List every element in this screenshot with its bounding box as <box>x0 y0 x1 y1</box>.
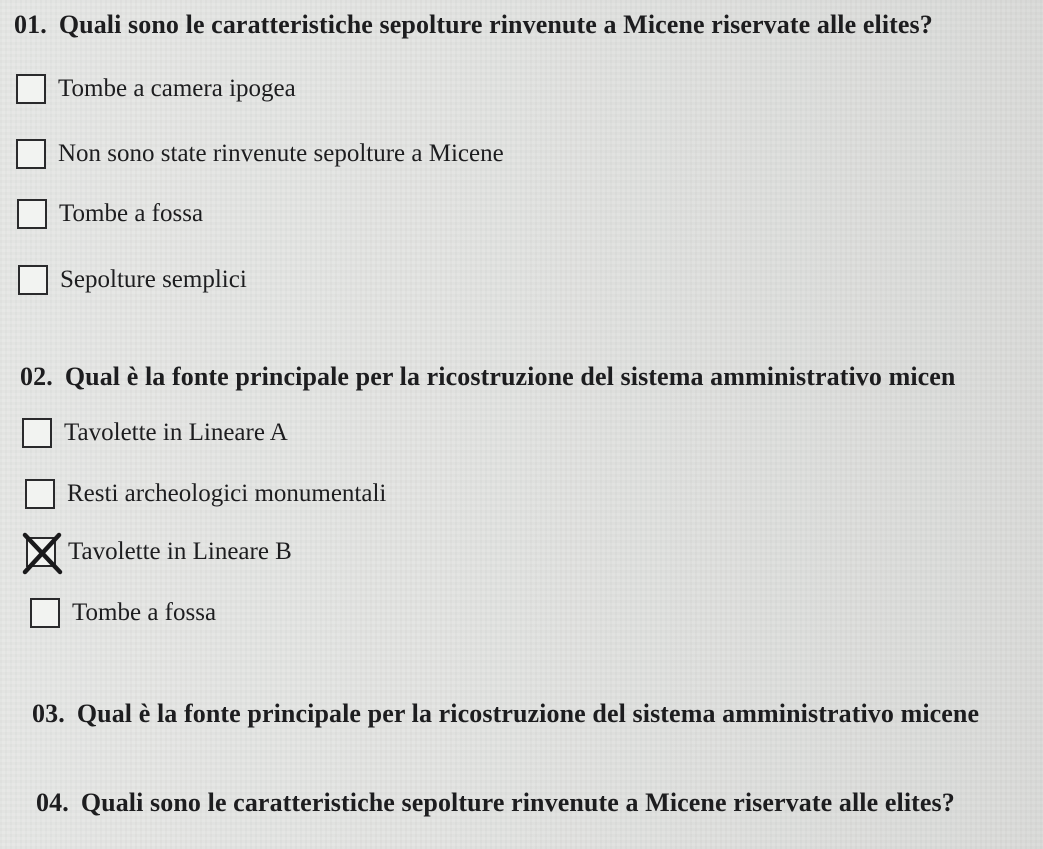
answer-label: Tombe a fossa <box>59 200 204 227</box>
question-number: 02. <box>20 362 53 391</box>
answer-option[interactable] <box>22 418 288 448</box>
answer-option[interactable] <box>26 537 292 567</box>
question-number: 04. <box>36 788 69 817</box>
answer-checkbox[interactable] <box>17 199 47 229</box>
answer-checkbox[interactable] <box>22 418 52 448</box>
question-text: Quali sono le caratteristiche sepolture rinvenute a Micene riservate alle elites? <box>58 10 933 39</box>
answer-option[interactable] <box>16 139 504 169</box>
answer-label: Tavolette in Lineare B <box>68 538 292 565</box>
answer-label: Resti archeologici monumentali <box>67 480 387 507</box>
answer-checkbox[interactable] <box>26 537 56 567</box>
answer-option[interactable] <box>16 74 296 104</box>
answer-label: Sepolture semplici <box>60 266 247 293</box>
question-number: 01. <box>14 10 47 39</box>
answer-option[interactable] <box>17 199 203 229</box>
answer-checkbox[interactable] <box>16 74 46 104</box>
answer-label: Non sono state rinvenute sepolture a Micene <box>58 140 504 167</box>
question-number: 03. <box>32 699 65 728</box>
answer-option[interactable] <box>25 479 386 509</box>
answer-checkbox[interactable] <box>18 265 48 295</box>
answer-checkbox[interactable] <box>16 139 46 169</box>
question-text: Qual è la fonte principale per la ricostruzione del sistema amministrativo micen <box>64 362 956 391</box>
answer-label: Tombe a camera ipogea <box>58 75 296 102</box>
answer-label: Tombe a fossa <box>72 599 217 626</box>
question-04 <box>36 788 955 818</box>
question-text: Quali sono le caratteristiche sepolture rinvenute a Micene riservate alle elites? <box>80 788 955 817</box>
answer-checkbox[interactable] <box>30 598 60 628</box>
answer-option[interactable] <box>30 598 216 628</box>
answer-option[interactable] <box>18 265 247 295</box>
question-02 <box>20 362 956 392</box>
question-01 <box>14 10 933 40</box>
question-text: Qual è la fonte principale per la ricostruzione del sistema amministrativo micene <box>76 699 980 728</box>
answer-label: Tavolette in Lineare A <box>64 419 288 446</box>
answer-checkbox[interactable] <box>25 479 55 509</box>
question-03 <box>32 699 979 729</box>
